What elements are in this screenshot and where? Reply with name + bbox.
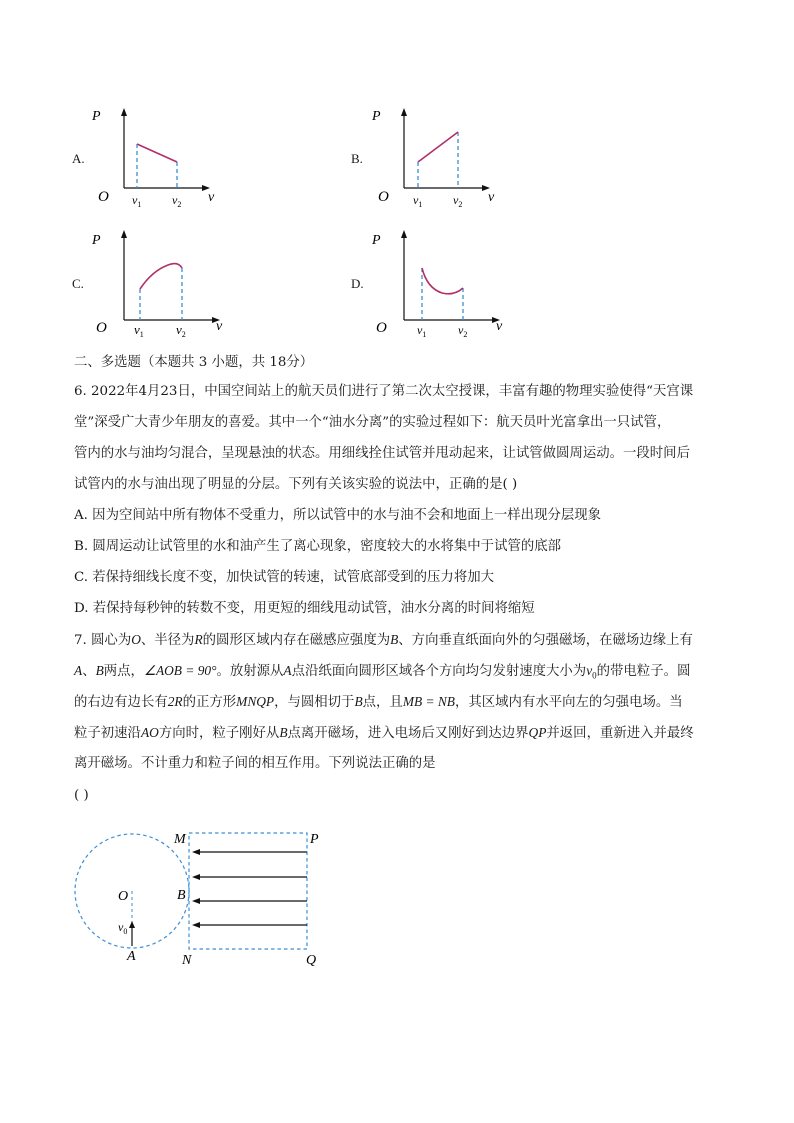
label-o: O <box>118 889 129 904</box>
label-b: B <box>177 888 186 903</box>
option-d-label: D. <box>351 276 364 291</box>
v-axis-label: v <box>216 319 223 334</box>
option-a-label: A. <box>72 151 85 166</box>
field-line-4-arrowhead <box>192 922 200 928</box>
label-n: N <box>182 953 192 968</box>
q7-answer-paren: ( ) <box>74 788 89 803</box>
q7-line-3: 的右边有边长有2R的正方形MNQP，与圆相切于B点，且MB = NB，其区域内有水平向左的匀强电场。当 <box>74 694 683 710</box>
v2-label: $v_2$ <box>176 322 186 339</box>
q6-line-1: 6. 2022年4月23日，中国空间站上的航天员们进行了第二次太空授课，丰富有趣的物理实验使得“天宫课 <box>74 384 694 399</box>
origin-label: O <box>378 189 389 205</box>
q6-option-b: B. 圆周运动让试管里的水和油产生了离心现象，密度较大的水将集中于试管的底部 <box>74 539 562 554</box>
field-line-3-arrowhead <box>192 898 200 904</box>
option-b-label: B. <box>351 151 363 166</box>
option-c-label: C. <box>72 276 84 291</box>
power-curve <box>137 144 177 162</box>
p-axis-label: P <box>372 233 381 248</box>
p-axis-label: P <box>372 109 381 124</box>
origin-label: O <box>98 189 109 205</box>
q7-line-2: A、B两点，∠AOB = 90°。放射源从A点沿纸面向圆形区域各个方向均匀发射速度大小为$v_0$的带电粒子。圆 <box>74 663 691 681</box>
y-axis-arrow <box>121 108 127 116</box>
v-axis-label: v <box>488 190 495 205</box>
label-m: M <box>174 832 186 847</box>
graph-c <box>92 226 252 341</box>
y-axis-arrow <box>401 230 407 238</box>
graph-b <box>372 104 532 214</box>
field-line-1-arrowhead <box>192 849 200 855</box>
q7-line-5: 离开磁场。不计重力和粒子间的相互作用。下列说法正确的是 <box>74 756 436 771</box>
q6-line-2: 堂”深受广大青少年朋友的喜爱。其中一个“油水分离”的实验过程如下：航天员叶光富拿出一只试管， <box>74 415 671 430</box>
label-p: P <box>310 832 319 847</box>
v1-label: $v_1$ <box>417 323 427 339</box>
p-axis-label: P <box>92 233 101 248</box>
y-axis-arrow <box>401 108 407 116</box>
y-axis-arrow <box>121 230 127 238</box>
field-line-2-arrowhead <box>192 874 200 880</box>
origin-label: O <box>376 320 387 336</box>
q6-line-4: 试管内的水与油出现了明显的分层。下列有关该实验的说法中，正确的是( ) <box>74 477 518 492</box>
p-axis-label: P <box>92 109 101 124</box>
q7-line-1: 7. 圆心为O、半径为R的圆形区域内存在磁感应强度为B、方向垂直纸面向外的匀强磁场，在磁场边缘上有 <box>74 632 693 648</box>
v-axis-label: v <box>496 319 503 334</box>
q6-option-a: A. 因为空间站中所有物体不受重力，所以试管中的水与油不会和地面上一样出现分层现象 <box>74 508 602 523</box>
q7-line-4: 粒子初速沿AO方向时，粒子刚好从B点离开磁场，进入电场后又刚好到达边界QP并返回，重新进入并最终 <box>74 725 694 741</box>
power-curve <box>418 132 458 162</box>
origin-label: O <box>96 320 107 336</box>
v1-label: $v_1$ <box>134 322 144 339</box>
power-curve <box>422 268 463 294</box>
graph-a <box>92 104 252 214</box>
v1-label: $v_1$ <box>132 193 142 209</box>
label-q: Q <box>306 953 317 968</box>
v2-label: $v_2$ <box>458 323 468 339</box>
label-a: A <box>127 949 136 964</box>
graph-d <box>372 226 532 341</box>
q6-line-3: 管内的水与油均匀混合，呈现悬浊的状态。用细线拴住试管并甩动起来，让试管做圆周运动。一段时间后 <box>74 446 690 461</box>
figure-q7 <box>66 822 346 972</box>
section-title: 二、多选题（本题共 3 小题，共 18分） <box>74 355 314 370</box>
v0-arrowhead <box>129 921 135 928</box>
v2-label: $v_2$ <box>453 193 463 209</box>
q6-option-d: D. 若保持每秒钟的转数不变，用更短的细线甩动试管，油水分离的时间将缩短 <box>74 601 535 616</box>
label-v0: $v_0$ <box>118 920 128 936</box>
v-axis-label: v <box>208 190 215 205</box>
v1-label: $v_1$ <box>413 193 423 209</box>
v2-label: $v_2$ <box>172 193 182 209</box>
electric-field-square <box>189 833 307 949</box>
power-curve <box>140 264 182 289</box>
q6-option-c: C. 若保持细线长度不变，加快试管的转速，试管底部受到的压力将加大 <box>74 570 494 585</box>
